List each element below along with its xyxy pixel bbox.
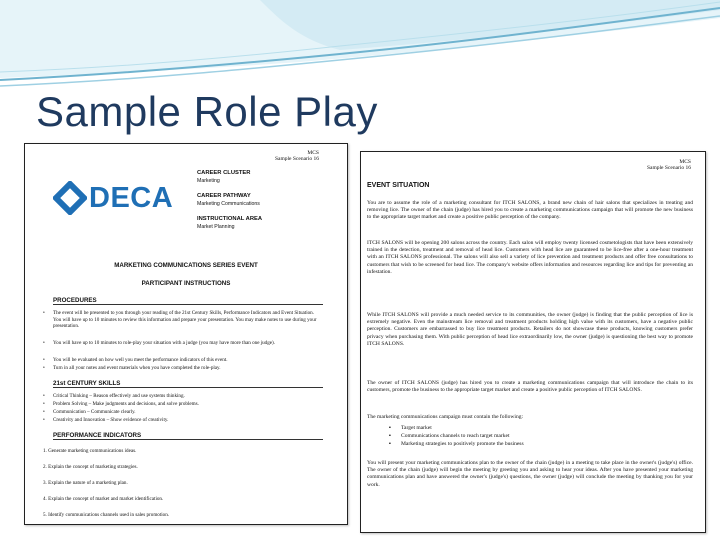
career-pathway-value: Marketing Communications (197, 201, 260, 207)
skill-item: • Communication – Communicate clearly. (53, 409, 323, 416)
career-pathway-label: CAREER PATHWAY (197, 193, 251, 199)
deca-diamond-icon (53, 181, 87, 215)
divider (53, 439, 323, 440)
divider (53, 304, 323, 305)
right-document-page (360, 151, 706, 533)
career-cluster-label: CAREER CLUSTER (197, 170, 251, 176)
event-title: MARKETING COMMUNICATIONS SERIES EVENT (114, 262, 258, 269)
skill-item: • Creativity and Innovation – Show evidence of creativity. (53, 417, 323, 424)
header-scenario: Sample Scenario 16 (275, 156, 319, 162)
indicators-title: PERFORMANCE INDICATORS (53, 432, 142, 439)
header-code: MCS (307, 150, 319, 156)
procedure-item: • You will have up to 10 minutes to role-play your situation with a judge (you may have more than one judge). (53, 340, 323, 347)
indicator-item: 5. Identify communications channels used in sales promotion. (43, 512, 170, 518)
career-cluster-value: Marketing (197, 178, 220, 184)
situation-paragraph: The marketing communications campaign must contain the following: (367, 414, 524, 420)
situation-paragraph: ITCH SALONS will be opening 200 salons across the country. Each salon will employ twenty licensed cosmetologists that have been extensively trained in the detection, treatment and removal of head lice. Customers with head lice are guaranteed to be lice-free after a one-hour treatment with an ITCH SALONS professional. The salons will also sell a variety of lice prevention and treatment products and offer free consultations to customers that wish to be screened for head lice. The company's website offers information and resources regarding lice and tips for preventing an infestation. (367, 240, 693, 275)
header-scenario: Sample Scenario 16 (647, 165, 691, 171)
indicator-item: 3. Explain the nature of a marketing plan. (43, 480, 128, 486)
procedures-title: PROCEDURES (53, 297, 97, 304)
requirement-item: ▪ Communications channels to reach target market (401, 433, 510, 440)
deca-logo-text: DECA (89, 182, 174, 214)
wave-banner (0, 0, 720, 95)
situation-paragraph: The owner of ITCH SALONS (judge) has hired you to create a marketing communications campaign that will introduce the chain to its customers, promote the business to the appropriate target market and create a positive public perception of ITCH SALONS. (367, 380, 693, 394)
header-code: MCS (679, 159, 691, 165)
instructional-area-label: INSTRUCTIONAL AREA (197, 216, 263, 222)
slide-title: Sample Role Play (36, 88, 378, 135)
skills-title: 21st CENTURY SKILLS (53, 380, 121, 387)
requirement-item: ▪ Target market (401, 425, 432, 432)
divider (53, 387, 323, 388)
deca-logo (53, 181, 183, 215)
situation-paragraph: While ITCH SALONS will provide a much needed service to its communities, the owner (judge) is finding that the public perception of lice is extremely negative. Even the mainstream lice removal and treatment products holding high value with its customers, have a negative public perception. Customers are embarrassed to buy lice treatment products. Retailers do not showcase these products, knowing customers prefer privacy when purchasing them. With public perception of head lice extraordinarily low, the owner (judge) is questioning the best way to promote ITCH SALONS. (367, 312, 693, 347)
instructional-area-value: Market Planning (197, 224, 235, 230)
left-document-page (24, 143, 348, 525)
procedure-item: • You will be evaluated on how well you meet the performance indicators of this event. (53, 357, 323, 364)
procedure-item: • Turn in all your notes and event materials when you have completed the role-play. (53, 365, 323, 372)
instructions-title: PARTICIPANT INSTRUCTIONS (141, 280, 231, 287)
skill-item: • Problem Solving – Make judgments and decisions, and solve problems. (53, 401, 323, 408)
situation-paragraph: You are to assume the role of a marketing consultant for ITCH SALONS, a brand new chain of hair salons that specializes in treating and removing lice. The owner of the chain (judge) has hired you to create a marketing communications campaign that will promote the new business to the appropriate target market and create a positive public perception of the company. (367, 200, 693, 221)
skill-item: • Critical Thinking – Reason effectively and use systems thinking. (53, 393, 323, 400)
closing-paragraph: You will present your marketing communications plan to the owner of the chain (judge) in a meeting to take place in the owner's (judge's) office. The owner of the chain (judge) will begin the meeting by greeting you and asking to hear your ideas. After you have presented your marketing communications plan and have answered the owner's (judge's) questions, the owner (judge) will conclude the meeting by thanking you for your work. (367, 460, 693, 488)
procedure-item: • The event will be presented to you through your reading of the 21st Century Skills, Performance Indicators and Event Situation. You will have up to 10 minutes to review this information and prepare your presentation. You may make notes to use during your presentation. (53, 310, 323, 330)
indicator-item: 1. Generate marketing communications ideas. (43, 448, 137, 454)
indicator-item: 2. Explain the concept of marketing strategies. (43, 464, 138, 470)
requirement-item: ▪ Marketing strategies to positively promote the business (401, 441, 524, 448)
indicator-item: 4. Explain the concept of market and market identification. (43, 496, 164, 502)
event-situation-title: EVENT SITUATION (367, 182, 430, 189)
